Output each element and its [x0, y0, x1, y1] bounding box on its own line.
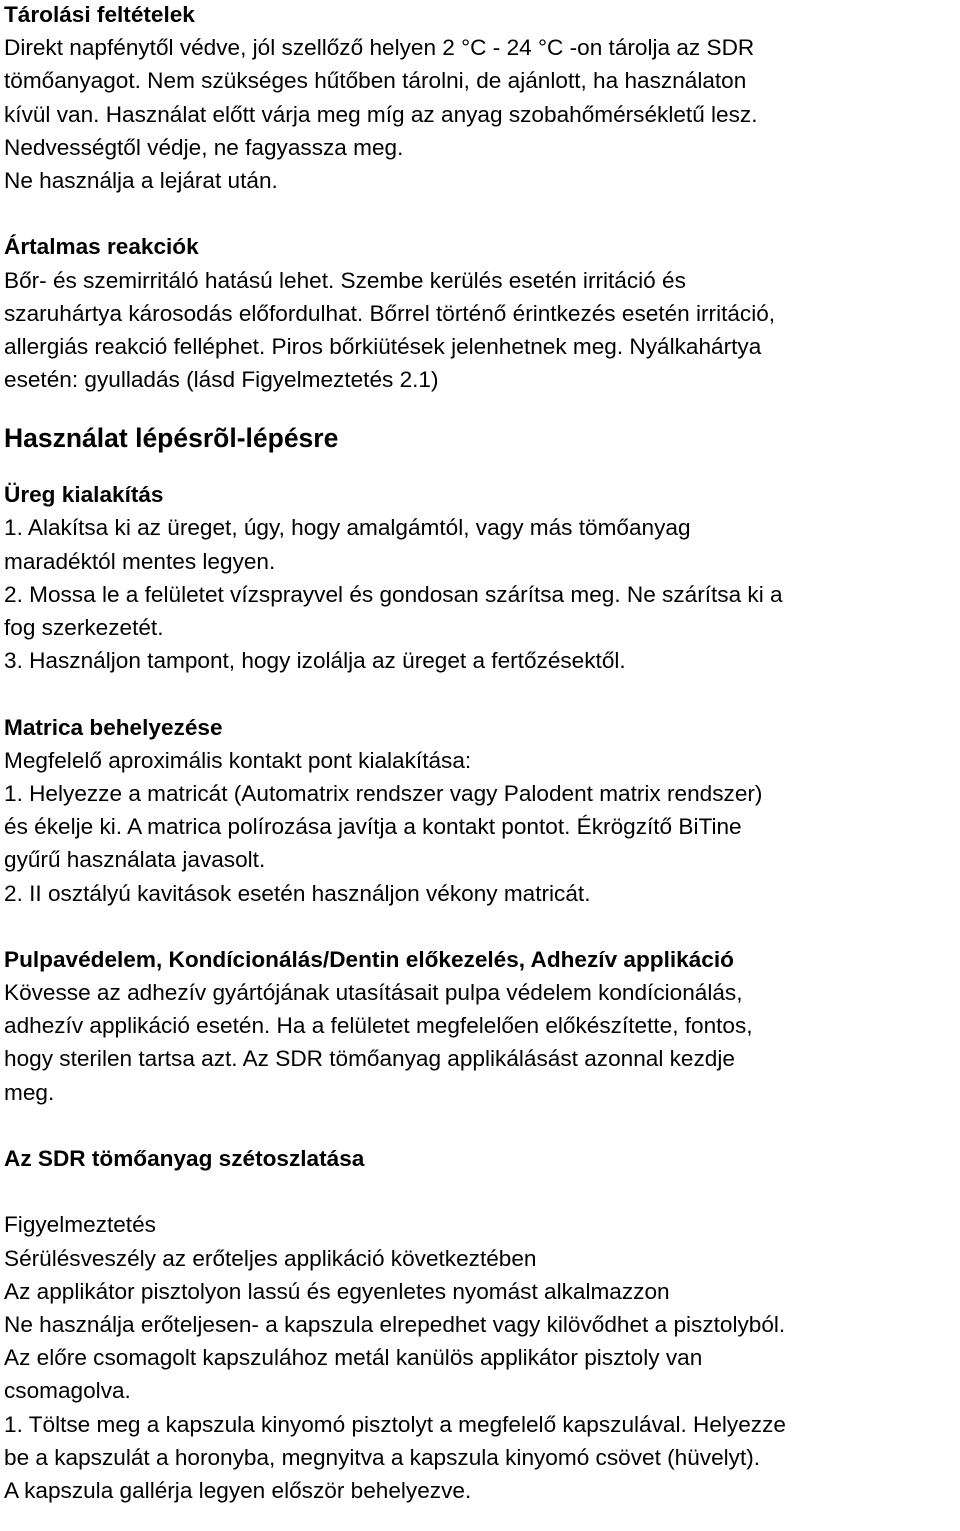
adverse-line: esetén: gyulladás (lásd Figyelmeztetés 2.1): [4, 367, 439, 393]
cavity-line: maradéktól mentes legyen.: [4, 548, 276, 574]
matrix-line: és ékelje ki. A matrica polírozása javítja a kontakt pontot. Ékrögzítő BiTine: [4, 814, 742, 840]
matrix-line: gyűrű használata javasolt.: [4, 847, 266, 873]
spacer: [4, 677, 958, 710]
dispense-line: Az előre csomagolt kapszulához metál kanülös applikátor pisztoly van: [4, 1345, 703, 1371]
cavity-heading: Üreg kialakítás: [4, 482, 164, 508]
matrix-line: 2. II osztályú kavitások esetén használjon vékony matricát.: [4, 880, 591, 906]
dispense-line: be a kapszulát a horonyba, megnyitva a kapszula kinyomó csövet (hüvelyt).: [4, 1444, 761, 1470]
document-page: [4, 0, 958, 1507]
cavity-line: 3. Használjon tampont, hogy izolálja az üreget a fertőzésektől.: [4, 648, 626, 674]
storage-line: Direkt napfénytől védve, jól szellőző helyen 2 °C - 24 °C -on tárolja az SDR: [4, 35, 755, 61]
dispense-line: 1. Töltse meg a kapszula kinyomó pisztolyt a megfelelő kapszulával. Helyezze: [4, 1411, 786, 1437]
dispense-line: Az applikátor pisztolyon lassú és egyenletes nyomást alkalmazzon: [4, 1278, 670, 1304]
pulp-line: hogy sterilen tartsa azt. Az SDR tömőanyag applikálásást azonnal kezdje: [4, 1046, 735, 1072]
adverse-line: Bőr- és szemirritáló hatású lehet. Szembe kerülés esetén irritáció és: [4, 267, 686, 293]
dispense-line: Ne használja erőteljesen- a kapszula elrepedhet vagy kilövődhet a pisztolyból.: [4, 1311, 786, 1337]
pulp-line: Kövesse az adhezív gyártójának utasításait pulpa védelem kondícionálás,: [4, 980, 743, 1006]
adverse-line: allergiás reakció felléphet. Piros bőrkiütések jelenhetnek meg. Nyálkahártya: [4, 333, 762, 359]
spacer: [4, 458, 958, 478]
dispense-line: A kapszula gallérja legyen először behelyezve.: [4, 1477, 472, 1503]
storage-heading: Tárolási feltételek: [4, 2, 195, 27]
cavity-line: fog szerkezetét.: [4, 615, 164, 640]
matrix-heading: Matrica behelyezése: [4, 714, 223, 740]
dispense-heading: Az SDR tömőanyag szétoszlatása: [4, 1146, 365, 1171]
storage-line: Ne használja a lejárat után.: [4, 167, 278, 193]
storage-line: kívül van. Használat előtt várja meg míg az anyag szobahőmérsékletű lesz.: [4, 101, 758, 127]
spacer: [4, 1109, 958, 1142]
pulp-line: meg.: [4, 1079, 55, 1105]
steps-title: Használat lépésrõl-lépésre: [4, 423, 339, 454]
pulp-heading: Pulpavédelem, Kondícionálás/Dentin előkezelés, Adhezív applikáció: [4, 946, 734, 972]
spacer: [4, 197, 958, 230]
adverse-heading: Ártalmas reakciók: [4, 234, 199, 260]
spacer: [4, 396, 958, 416]
matrix-line: 1. Helyezze a matricát (Automatrix rendszer vagy Palodent matrix rendszer): [4, 780, 763, 806]
matrix-line: Megfelelő aproximális kontakt pont kialakítása:: [4, 747, 472, 773]
dispense-line: Sérülésveszély az erőteljes applikáció következtében: [4, 1245, 537, 1271]
storage-line: Nedvességtől védje, ne fagyassza meg.: [4, 134, 404, 160]
storage-line: tömőanyagot. Nem szükséges hűtőben tárolni, de ajánlott, ha használaton: [4, 68, 747, 94]
dispense-line: Figyelmeztetés: [4, 1212, 156, 1238]
pulp-line: adhezív applikáció esetén. Ha a felületet megfelelően előkészítette, fontos,: [4, 1013, 753, 1039]
cavity-line: 2. Mossa le a felületet vízsprayvel és gondosan szárítsa meg. Ne szárítsa ki a: [4, 581, 783, 607]
spacer: [4, 1175, 958, 1208]
dispense-line: csomagolva.: [4, 1378, 131, 1404]
adverse-line: szaruhártya károsodás előfordulhat. Bőrrel történő érintkezés esetén irritáció,: [4, 300, 776, 326]
cavity-line: 1. Alakítsa ki az üreget, úgy, hogy amalgámtól, vagy más tömőanyag: [4, 515, 691, 541]
spacer: [4, 910, 958, 943]
